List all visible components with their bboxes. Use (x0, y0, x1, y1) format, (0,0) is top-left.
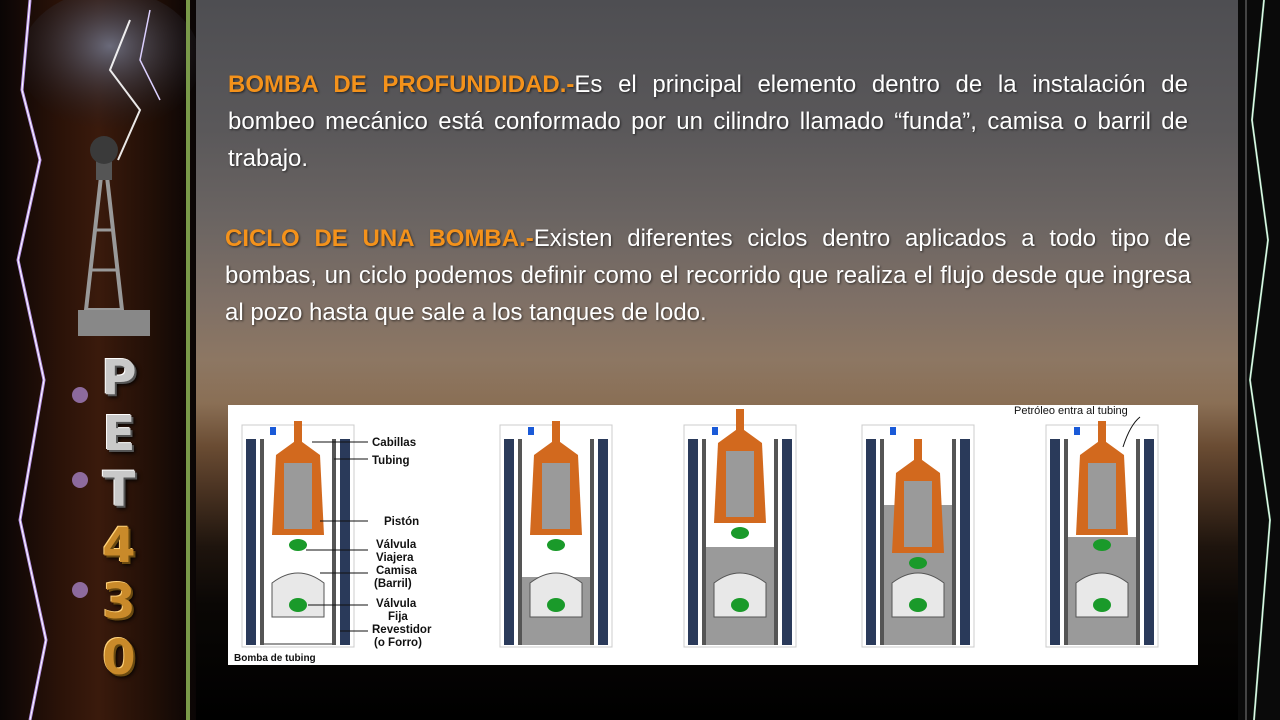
standing-valve-icon (909, 598, 927, 612)
logo-digit-4: 4 (102, 518, 136, 574)
traveling-valve-icon (289, 539, 307, 551)
label-valvula-fija-1: Válvula (376, 598, 417, 610)
casing-left (504, 439, 514, 645)
paragraph-body: Es el principal elemento dentro de la instalación de bombeo mecánico está conformado por un cilindro llamado “funda”, camisa o barril de trabajo. (228, 71, 1188, 173)
pump-stage-3 (684, 409, 796, 647)
casing-left (246, 439, 256, 645)
paragraph-body: Existen diferentes ciclos dentro aplicados a todo tipo de bombas, un ciclo podemos definir como el recorrido que realiza el flujo desde que ingresa al pozo hasta que sale a los tanques de lodo. (225, 225, 1191, 327)
traveling-valve-icon (731, 527, 749, 539)
standing-valve-icon (731, 598, 749, 612)
label-tubing: Tubing (372, 455, 410, 467)
logo-letter-p: P (101, 350, 137, 406)
logo-digit-0: 0 (102, 630, 136, 686)
label-cabillas: Cabillas (372, 437, 417, 449)
label-camisa-2: (Barril) (374, 578, 412, 590)
traveling-valve-icon (547, 539, 565, 551)
casing-right (1144, 439, 1154, 645)
right-lightning-graphic (1238, 0, 1280, 720)
fluid-level (264, 643, 332, 645)
label-piston: Pistón (384, 516, 420, 528)
pump-stage-2 (500, 421, 612, 647)
standing-valve-icon (1093, 598, 1111, 612)
marker-icon (890, 427, 896, 435)
pump-diagram-svg (228, 405, 1198, 665)
paragraph-ciclo-bomba (225, 220, 1191, 332)
label-revestidor-1: Revestidor (372, 624, 432, 636)
casing-left (866, 439, 876, 645)
diagram-caption: Bomba de tubing (234, 653, 316, 664)
logo-letter-t: T (102, 462, 136, 518)
label-camisa-1: Camisa (376, 565, 417, 577)
pump-stage-5 (1046, 421, 1158, 647)
traveling-valve-icon (909, 557, 927, 569)
label-revestidor-2: (o Forro) (374, 637, 422, 649)
marker-icon (712, 427, 718, 435)
marker-icon (528, 427, 534, 435)
logo-letter-e: E (102, 406, 136, 462)
casing-right (598, 439, 608, 645)
traveling-valve-icon (1093, 539, 1111, 551)
casing-right (782, 439, 792, 645)
label-valvula-viajera-1: Válvula (376, 539, 417, 551)
pump-stage-4 (862, 425, 974, 647)
green-divider (186, 0, 190, 720)
standing-valve-icon (547, 598, 565, 612)
paragraph-heading: CICLO DE UNA BOMBA.- (225, 225, 534, 252)
logo-digit-3: 3 (102, 574, 136, 630)
casing-left (688, 439, 698, 645)
paragraph-heading: BOMBA DE PROFUNDIDAD.- (228, 71, 575, 98)
pet430-logo (84, 350, 154, 686)
label-valvula-viajera-2: Viajera (376, 552, 414, 564)
pump-cycle-diagram (228, 405, 1198, 665)
standing-valve-icon (289, 598, 307, 612)
casing-right (960, 439, 970, 645)
label-petroleo: Petróleo entra al tubing (1014, 405, 1128, 417)
marker-icon (1074, 427, 1080, 435)
paragraph-bomba-profundidad (228, 66, 1188, 178)
label-valvula-fija-2: Fija (388, 611, 408, 623)
marker-icon (270, 427, 276, 435)
pump-stage-1 (242, 421, 354, 647)
casing-right (340, 439, 350, 645)
casing-left (1050, 439, 1060, 645)
right-decorative-strip (1238, 0, 1280, 720)
